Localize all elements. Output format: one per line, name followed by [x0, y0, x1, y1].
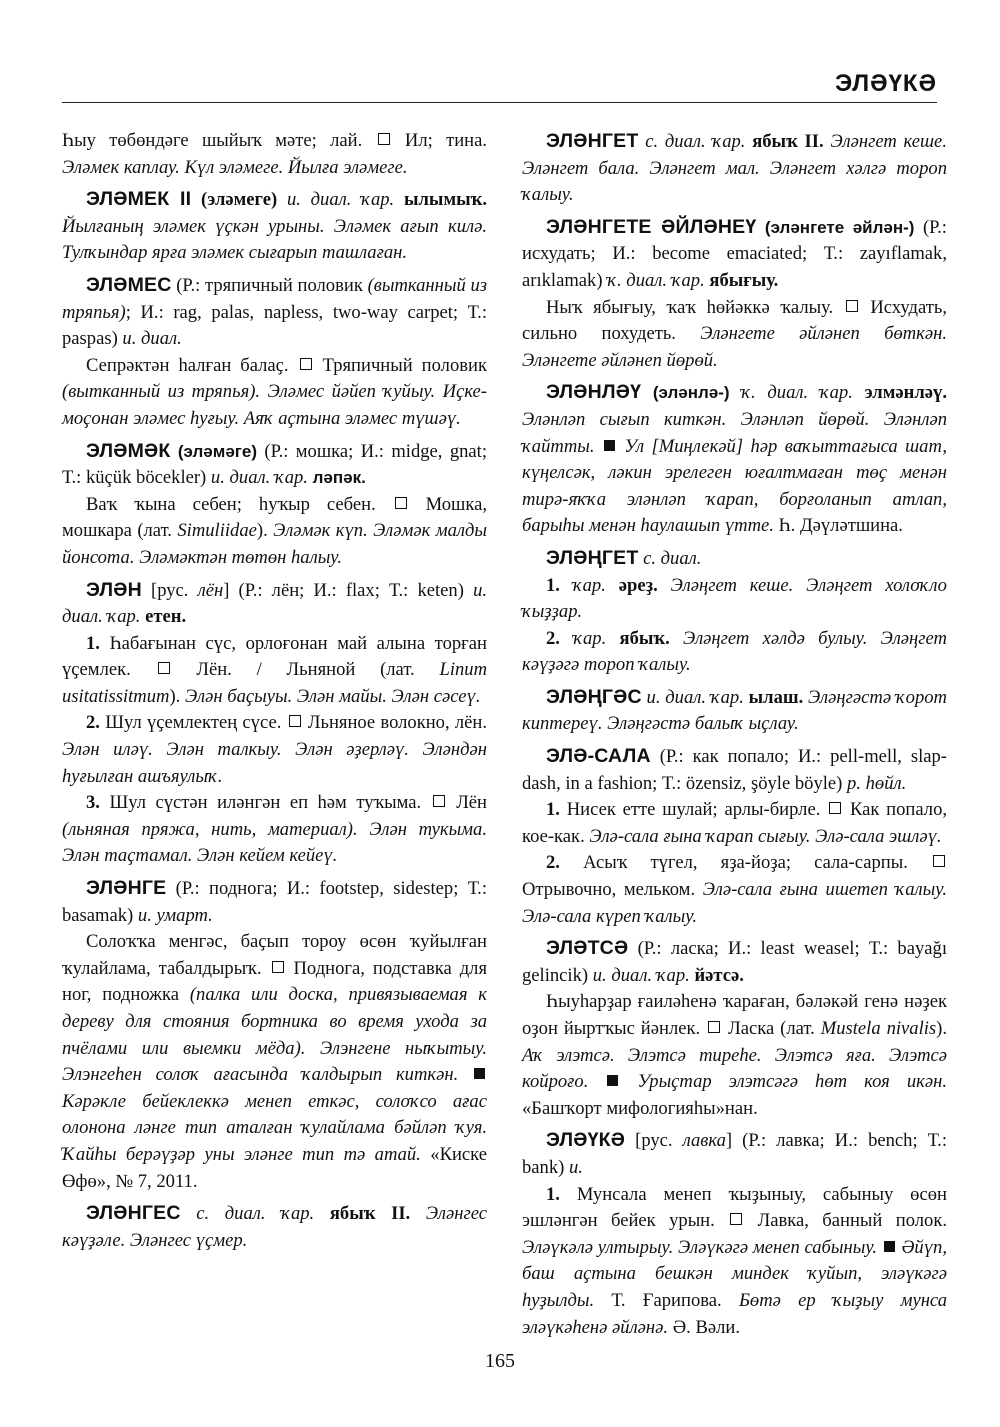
headword: ЭЛӘНГЕТ — [546, 130, 639, 152]
russian-gloss: Исхудать, сильно похудеть. — [522, 296, 947, 345]
headword: ЭЛӘ-САЛА — [546, 745, 651, 768]
examples: Элән баҫыуы. Элән майы. Элән сәсеү. — [184, 685, 481, 707]
examples: Элэнгене ныҡытыу. Элэнгеһен солоҡ ағасында ҡалдырып киткән. — [62, 1037, 487, 1086]
definition: Һабағынан сүс, орлоғонан май алына торған үҫемлек. — [62, 632, 487, 681]
examples: Эләнләп сығып киткән. Эләнләп йөрөй. Эләнләп ҡайтты. — [522, 408, 947, 457]
headword: ЭЛӘҢГӘС — [546, 685, 642, 708]
russian-gloss: Лавка, банный полок. — [757, 1210, 948, 1232]
quotation: Әйүп, баш аҫтына бешкән миндек ҡуйып, эләүкәгә һуҙылды. — [522, 1236, 947, 1311]
quotation-marker-icon — [607, 1075, 618, 1086]
grammar: и. диал. ҡар. — [286, 189, 395, 211]
running-head: ЭЛӘҮКӘ — [835, 70, 937, 97]
entry-elenlew — [522, 379, 947, 540]
left-column — [62, 128, 487, 1259]
examples: Эләңгет хәлдә булыу. Эләңгет кәүҙәгә тороп ҡалыу. — [522, 627, 947, 676]
quotation: Ул [Миңлекәй] һәр ваҡыттағыса шат, күңелсәк, ләкин эрелеген юғалтмаған төҫ менән тирә-яҡҡа эләнләп ҡарап, борғоланып атлап, барыһы менән һаулашып үтте. — [522, 435, 947, 537]
page-header — [62, 62, 937, 102]
examples: Эләмес йәйеп ҡуйыу. Иҫке-моҫонан эләмес һуғыу. Аяҡ аҫтына эләмес түшәү. — [62, 381, 487, 429]
translations: (Р.: лавка; И.: bench; Т.: bank) — [522, 1130, 947, 1178]
sense-number: 1. — [86, 632, 100, 654]
quotation: Урыҫтар элэтсәгә һөт коя икән. — [637, 1071, 947, 1093]
russian-marker-icon — [730, 1213, 742, 1225]
synonym: элмәнләү. — [864, 382, 947, 404]
sense-number: 2. — [86, 712, 100, 734]
entry-elenget — [522, 128, 947, 209]
definition: Шул сүстән иләнгән еп һәм туҡыма. — [109, 792, 422, 814]
russian-marker-icon — [829, 802, 841, 814]
examples: Элән тукыма. Элән таҫтамал. Элән кейем кейеү. — [62, 818, 487, 867]
headword: ЭЛӘМӘК — [86, 439, 171, 462]
right-column — [522, 128, 947, 1346]
russian-gloss-note: (льняная пряжа, нить, материал). — [62, 818, 358, 840]
russian-gloss-end: ). — [936, 1018, 947, 1039]
entry-elen — [62, 577, 487, 871]
synonym: ылымыҡ. — [403, 189, 488, 211]
quotation: Бөтә ер ҡыҙыу мунса эләүкәһенә әйләнә. — [522, 1289, 948, 1338]
russian-gloss-end: ). — [256, 520, 268, 542]
russian-marker-icon — [272, 961, 284, 973]
russian-gloss: Поднога, подставка для ног, подножка — [62, 957, 488, 1006]
etymology: [рус. — [635, 1130, 673, 1152]
quotation-source: Һ. Дәүләтшина. — [778, 515, 903, 537]
headword: ЭЛӘНГЕ — [86, 877, 167, 900]
form: (эләмәге) — [177, 441, 257, 461]
examples: Эләнгес кәүҙәле. Эләнгес үҫмер. — [62, 1203, 487, 1251]
definition: Һыу төбөндәге шыйыҡ мәте; лай. — [62, 130, 363, 151]
page-number: 165 — [485, 1350, 515, 1372]
translations: (Р.: тряпичный половик — [176, 274, 363, 296]
grammar: с. диал. — [643, 547, 702, 569]
russian-marker-icon — [433, 795, 445, 807]
quotation-source: Т. Ғарипова. — [611, 1289, 722, 1311]
definition: Солоҡҡа менгәс, баҫып тороу өсөн ҡуйылған ҡулайлама, табалдырыҡ. — [62, 931, 487, 979]
etymology-end: ] — [725, 1130, 733, 1152]
synonym: ябыҡ. — [619, 627, 670, 649]
definition: Сепрәктән һалған балаҫ. — [86, 354, 289, 376]
examples: Эләңгәстә ҡорот киптереү. Эләңгәстә балыҡ ыҫлау. — [522, 686, 947, 735]
quotation-source: «Киске Өфө», № 7, 2011. — [62, 1143, 487, 1192]
sense-number: 1. — [546, 799, 560, 821]
definition: Шул үҫемлектең сүсе. — [105, 712, 282, 734]
synonym: әреҙ. — [618, 574, 658, 596]
sense-number: 1. — [546, 1183, 560, 1205]
synonym: йәтсә. — [694, 964, 744, 986]
entry-elenget-2 — [522, 545, 947, 679]
quotation: Кәрәкле бейеклеккә менеп еткәс, солоҡсо ағас олонона ләнге тип аталған ҡулайлама бәйләп ҡуя. Ҡайһы берәүҙәр уны эләнге тип тә атай. — [62, 1090, 487, 1165]
etymology-end: ] — [223, 579, 230, 601]
latin-name: Mustela nivalis — [820, 1018, 937, 1039]
grammar: ҡар. — [572, 574, 606, 596]
form: (эләнгете әйлән-) — [764, 217, 915, 237]
examples: Эләнгет кеше. Эләнгет бала. Эләнгет мал. Эләнгет хәлгә тороп ҡалыу. — [522, 131, 947, 206]
entry-eletse — [522, 935, 947, 1122]
headword: ЭЛӘН — [86, 578, 142, 601]
entry-elemes — [62, 272, 487, 433]
examples: Йылғаның эләмек үҫкән урыны. Эләмек ағып килә. Тулҡындар ярға эләмек сығарып ташлаған. — [62, 215, 487, 264]
headword: ЭЛӘМЕК II — [86, 188, 192, 211]
sense-number: 3. — [86, 792, 100, 814]
russian-marker-icon — [933, 855, 945, 867]
form: (эләмеге) — [201, 189, 278, 211]
definition: Һыуһарҙар ғаиләһенә ҡараған, бәләкәй генә нәҙек оҙон йыртҡыс йәнлек. — [522, 991, 947, 1039]
entry-elenge — [62, 875, 487, 1195]
examples: Эләмек каплау. Күл эләмеге. Йылға эләмеге. — [62, 156, 408, 178]
russian-marker-icon — [708, 1021, 720, 1033]
grammar: и. диал. ҡар. — [62, 579, 488, 628]
russian-gloss: Ил; тина. — [404, 130, 488, 151]
translations: (Р.: исхудать; И.: become emaciated; Т.: zayıflamak, arıklamak) — [522, 216, 947, 291]
definition: Асыҡ түгел, яҙа-йоҙа; сала-сарпы. — [583, 852, 908, 874]
definition: Нисек етте шулай; арлы-бирле. — [566, 799, 821, 821]
entry-elemak — [62, 438, 487, 572]
quotation-source: Ә. Вәли. — [672, 1316, 740, 1338]
russian-gloss-end: ). — [169, 685, 181, 707]
definition: Ныҡ ябығыу, ҡаҡ һөйәккә ҡалыу. — [546, 296, 834, 318]
grammar: р. һөйл. — [847, 772, 907, 794]
latin-name: Simuliidae — [177, 520, 257, 542]
entry-ele-sala — [522, 743, 947, 930]
examples: Элә-сала ғына ишетеп ҡалыу. Элә-сала күреп ҡалыу. — [522, 879, 947, 927]
synonym: ләпәк. — [312, 468, 366, 488]
russian-gloss: Мошка, мошкара (лат. — [62, 493, 487, 542]
russian-gloss: Как попало, кое-как. — [522, 799, 948, 847]
russian-marker-icon — [846, 300, 858, 312]
russian-gloss: Тряпичный половик — [322, 354, 488, 376]
translations: (Р.: поднога; И.: footstep, sidestep; Т.: basamak) — [62, 878, 487, 926]
sense-number: 2. — [546, 627, 560, 649]
definition: Мунсала менеп ҡыҙыныу, сабыныу өсөн эшләнгән бейек урын. — [522, 1183, 947, 1232]
grammar: с. диал. ҡар. — [196, 1203, 315, 1225]
russian-gloss: Ласка (лат. — [728, 1018, 815, 1039]
entry-elemek-2 — [62, 186, 487, 267]
russian-gloss: Лён — [456, 792, 488, 814]
grammar: ҡар. — [573, 627, 607, 649]
header-rule — [62, 102, 937, 103]
entry-continuation — [62, 128, 487, 181]
grammar: и. — [569, 1156, 583, 1178]
headword: ЭЛӘНГЕС — [86, 1202, 181, 1225]
russian-gloss: Льняное волокно, лён. — [307, 712, 487, 734]
etymology-word: лавка — [682, 1130, 726, 1152]
synonym: ябығыу. — [709, 269, 779, 291]
sense-number: 2. — [546, 852, 560, 874]
grammar: и. диал. ҡар. — [646, 686, 744, 708]
examples: Эләнгете әйләнеп бөткән. Эләнгете әйләнеп йөрөй. — [522, 323, 947, 371]
translations: (Р.: как попало; И.: pell-mell, slap-dash, in a fashion; Т.: özensiz, şöyle böyle) — [522, 746, 947, 794]
latin-name: Linum usitatissitmum — [62, 659, 488, 707]
translations: (Р.: мошка; И.: midge, gnat; Т.: küçük böcekler) — [62, 440, 488, 489]
quotation-source: «Башҡорт мифологияһы»нан. — [522, 1097, 758, 1119]
headword: ЭЛӘҮКӘ — [546, 1129, 626, 1152]
headword: ЭЛӘНЛӘҮ — [546, 381, 642, 404]
examples: Элән иләү. Элән талкыу. Элән әҙерләү. Эләндән һуғылған ашъяулыҡ. — [62, 739, 487, 787]
russian-gloss-note: (палка или доска, привязываемая к дереву для стояния бортника во время ухода за пчёлами или выемки мёда). — [62, 984, 487, 1059]
russian-gloss: Лён. / Льняной (лат. — [196, 659, 415, 681]
russian-marker-icon — [158, 662, 170, 674]
grammar: с. диал. ҡар. — [645, 131, 746, 152]
russian-marker-icon — [300, 358, 312, 370]
examples: Эләмәк күп. Эләмәк малды йонсота. Эләмәктән төтөн һалыу. — [62, 520, 488, 568]
sense-number: 1. — [546, 574, 560, 596]
russian-marker-icon — [395, 497, 407, 509]
synonym: ябыҡ II. — [329, 1203, 411, 1225]
headword: ЭЛӘҢГЕТ — [546, 546, 639, 569]
quotation-marker-icon — [604, 440, 615, 451]
examples: Элә-сала ғына ҡарап сығыу. Элә-сала эшләү. — [589, 825, 942, 847]
examples: Эләүкәлә ултырыу. Эләүкәгә менеп сабыныу. — [522, 1236, 878, 1258]
grammar: и. диал. — [122, 328, 182, 350]
headword: ЭЛӘМЕС — [86, 273, 172, 296]
grammar: и. диал. ҡар. — [592, 964, 690, 986]
definition: Ваҡ ҡына себен; һуҡыр себен. — [86, 493, 376, 515]
grammar: и. умарт. — [137, 904, 213, 926]
entry-elenges-2 — [522, 684, 947, 738]
russian-marker-icon — [378, 133, 390, 145]
translations-note: (вытканный из тряпья) — [62, 274, 488, 323]
grammar: ҡ. диал. ҡар. — [607, 269, 705, 291]
russian-gloss: Отрывочно, мельком. — [522, 879, 696, 901]
entry-elewke — [522, 1127, 947, 1341]
russian-marker-icon — [289, 715, 301, 727]
examples: Эләңгет кеше. Эләңгет холоҡло ҡыҙҙар. — [522, 574, 947, 623]
etymology-word: лён — [197, 579, 224, 601]
examples: Аҡ элэтсә. Элэтсә тиреһе. Элэтсә яға. Элэтсә койроғо. — [522, 1044, 947, 1093]
translations: (Р.: лён; И.: flax; Т.: keten) — [238, 579, 464, 601]
quotation-marker-icon — [884, 1241, 895, 1252]
form: (эләнлә-) — [652, 383, 730, 403]
headword: ЭЛӘТСӘ — [546, 937, 629, 960]
headword: ЭЛӘНГЕТЕ ӘЙЛӘНЕҮ — [546, 215, 757, 238]
translations: (Р.: ласка; И.: least weasel; Т.: bayağı gelincik) — [522, 938, 947, 986]
synonym: етен. — [145, 606, 187, 628]
entry-elenges — [62, 1200, 487, 1254]
synonym: ябыҡ II. — [752, 131, 824, 152]
entry-elengete-eylenew — [522, 214, 947, 375]
etymology: [рус. — [151, 579, 189, 601]
grammar: и. диал. ҡар. — [210, 467, 308, 489]
russian-gloss-note: (вытканный из тряпья). — [62, 381, 261, 403]
quotation-marker-icon — [474, 1068, 485, 1079]
translations-rest: ; И.: rag, palas, napless, two-way carpet; Т.: paspas) — [62, 301, 487, 350]
synonym: ылаш. — [748, 686, 804, 708]
grammar: ҡ. диал. ҡар. — [741, 382, 853, 404]
